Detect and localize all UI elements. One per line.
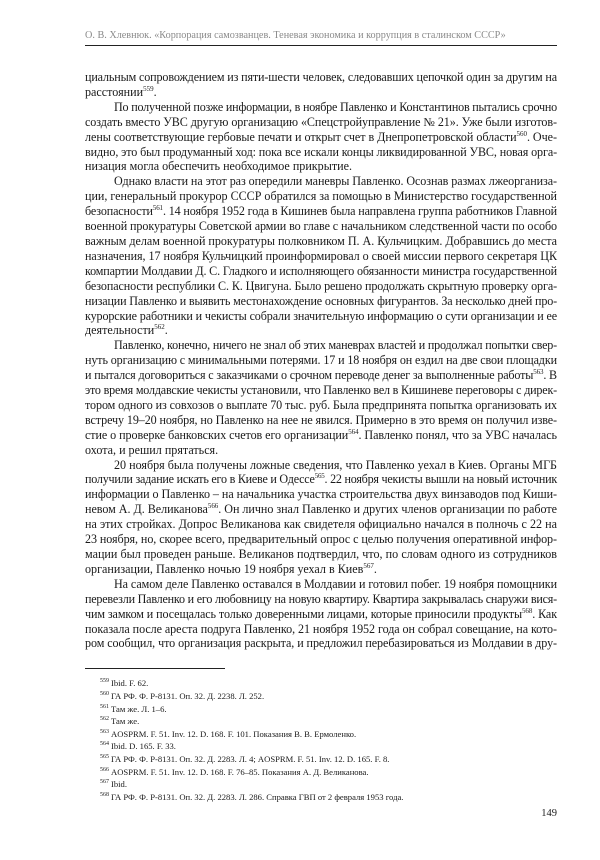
footnote xyxy=(100,715,557,728)
text-line: лены соответствующие гербовые печати и открыт счет в Днепропетровской области$^{560}$. Оче- xyxy=(85,129,557,144)
footnote xyxy=(100,753,557,766)
paragraph xyxy=(85,458,557,577)
page-number: 149 xyxy=(541,808,557,820)
body-text xyxy=(85,70,557,651)
footnote-number: 567 xyxy=(100,779,109,786)
text-line: стие о проверке банковских счетов его организации$^{564}$. Павленко понял, что за УВС началась xyxy=(85,427,557,442)
footnote xyxy=(100,728,557,741)
text-line: ции, генеральный прокурор СССР обратился за помощью в Министерство государственной xyxy=(85,189,558,204)
text-line: низации Павленко и выявить местонахождение основных фигурантов. За несколько дней про- xyxy=(85,293,557,308)
footnote xyxy=(100,677,557,690)
text-line: показала после ареста подруга Павленко, 21 ноября 1952 года он собрал совещание, на кото- xyxy=(85,621,557,636)
footnote xyxy=(100,778,557,791)
text-line: ром сообщил, что организация раскрыта, и предложил перебазироваться из Молдавии в дру- xyxy=(85,636,557,651)
footnote-number: 560 xyxy=(100,691,109,698)
text-line: нуть организацию с минимальными потерями. 17 и 18 ноября он ездил на две свои площадки xyxy=(85,353,557,368)
footnote-ref[interactable]: 563 xyxy=(533,368,544,377)
text-line: встречу 19–20 ноября, но Павленко на нее не явился. Примерно в это время он получил изве- xyxy=(85,412,557,427)
footnote-text: Там же. Л. 1–6. xyxy=(111,703,167,714)
text-line: 20 ноября была получены ложные сведения, что Павленко уехал в Киев. Органы МГБ xyxy=(114,457,557,472)
footnote-ref[interactable]: 567 xyxy=(363,561,374,570)
footnote xyxy=(100,766,557,779)
text-line: создать вместо УВС другую организацию «Спецстройуправление № 21». Уже были изготов- xyxy=(85,114,557,129)
footnote xyxy=(100,791,557,804)
footnote-ref[interactable]: 560 xyxy=(516,129,527,138)
footnotes xyxy=(85,677,557,803)
footnote-text: ГА РФ. Ф. Р-8131. Оп. 32. Д. 2283. Л. 286. Справка ГВП от 2 февраля 1953 года. xyxy=(111,791,404,802)
footnote xyxy=(100,703,557,716)
text-line: тором одного из совхозов о выплате 70 тыс. руб. Была предпринята попытка организовать их xyxy=(85,397,557,412)
header-rule xyxy=(85,45,557,46)
text-line: перевезли Павленко и его любовницу на новую квартиру. Квартира закрывалась снаружи вися- xyxy=(85,591,557,606)
footnote-text: Ibid. D. 165. F. 33. xyxy=(111,741,176,752)
paragraph xyxy=(85,338,557,457)
text-line: на этих стройках. Допрос Великанова как свидетеля официально начался в полночь с 22 на xyxy=(85,517,558,532)
paragraph xyxy=(85,70,557,100)
footnote-text: Ibid. F. 62. xyxy=(111,678,149,689)
text-line: невом А. Д. Великанова$^{566}$. Он лично знал Павленко и других членов организации по работе xyxy=(85,502,557,517)
text-line: мации был проведен раньше. Великанов подтвердил, что, по словам одного из сотрудников xyxy=(85,547,557,561)
text-line: Павленко, конечно, ничего не знал об этих маневрах властей и продолжал попытки свер- xyxy=(114,338,557,353)
text-line: По полученной позже информации, в ноябре Павленко и Константинов пытались срочно xyxy=(114,99,557,114)
text-line: информации о Павленко – на начальника участка строительства двух винзаводов под Киши- xyxy=(85,487,557,502)
footnote-number: 562 xyxy=(100,716,109,723)
text-line: низация могла обеспечить необходимое прикрытие. xyxy=(85,159,353,174)
footnote-number: 566 xyxy=(100,766,109,773)
footnote-ref[interactable]: 564 xyxy=(348,427,359,436)
footnote-separator xyxy=(85,668,225,669)
text-line: это время молдавские чекисты установили, что Павленко вел в Кишиневе переговоры с дирек- xyxy=(85,383,557,398)
footnote xyxy=(100,740,557,753)
text-line: охота, и решил прятаться. xyxy=(85,442,219,457)
footnote-text: AOSPRM. F. 51. Inv. 12. D. 168. F. 76–85. Показания А. Д. Великанова. xyxy=(111,766,369,777)
footnote-ref[interactable]: 559 xyxy=(143,84,154,93)
paragraph xyxy=(85,577,557,652)
footnote-number: 563 xyxy=(100,728,109,735)
footnote xyxy=(100,690,557,703)
text-line: безопасности$^{561}$. 14 ноября 1952 года в Кишинев была направлена группа работников Главной xyxy=(85,204,557,219)
footnote-ref[interactable]: 565 xyxy=(314,472,325,481)
text-line: деятельности$^{562}$. xyxy=(85,323,168,338)
text-line: расстоянии$^{559}$. xyxy=(85,84,157,99)
footnote-text: ГА РФ. Ф. Р-8131. Оп. 32. Д. 2283. Л. 4; AOSPRM. F. 51. Inv. 12. D. 165. F. 8. xyxy=(111,753,390,764)
footnote-text: Ibid. xyxy=(111,779,127,790)
text-line: На самом деле Павленко оставался в Молдавии и готовил побег. 19 ноября помощники xyxy=(114,576,557,591)
text-line: получили задание искать его в Киеве и Одессе$^{565}$. 22 ноября чекисты вышли на новый источник xyxy=(85,472,557,487)
footnote-ref[interactable]: 568 xyxy=(522,606,533,615)
text-line: 23 ноября, но, скорее всего, предварительный опрос с целью получения оперативной инфор- xyxy=(85,532,557,547)
text-line: видно, это был продуманный ход: пока все искали концы ликвидированной УВС, новая орга- xyxy=(85,144,557,159)
text-line: циальным сопровождением из пяти-шести человек, следовавших цепочкой один за другим на xyxy=(85,70,557,84)
text-line: безопасности республики С. К. Цвигуна. Было решено продолжать скрытную проверку орга- xyxy=(85,278,557,293)
paragraph xyxy=(85,174,557,338)
footnote-number: 561 xyxy=(100,703,109,710)
text-line: курорские работники и чекисты собрали значительную информацию о сути организации и ее xyxy=(85,308,557,323)
text-line: компартии Молдавии Д. С. Гладкого и исполняющего обязанности министра государственной xyxy=(85,263,557,278)
footnote-number: 559 xyxy=(100,678,109,685)
footnote-text: ГА РФ. Ф. Р-8131. Оп. 32. Д. 2238. Л. 252. xyxy=(111,690,265,701)
footnote-ref[interactable]: 566 xyxy=(207,502,219,511)
footnote-ref[interactable]: 561 xyxy=(152,204,163,213)
footnote-number: 565 xyxy=(100,754,109,761)
text-line: и пытался договориться с заказчиками о срочном переводе денег за выполненные работы$^{563}$. В xyxy=(85,368,557,383)
text-line: назначения, 17 ноября Кульчицкий проинформировал о своей миссии первого секретаря ЦК xyxy=(85,248,557,263)
text-line: организации, Павленко ночью 19 ноября уехал в Киев$^{567}$. xyxy=(85,561,377,576)
running-header: О. В. Хлевнюк. «Корпорация самозванцев. Теневая экономика и коррупция в сталинском СССР» xyxy=(85,30,506,41)
text-line: военной прокуратуры Советской армии во главе с начальником следственной части по особо xyxy=(85,219,557,234)
footnote-text: AOSPRM. F. 51. Inv. 12. D. 168. F. 101. Показания В. В. Ермоленко. xyxy=(111,728,357,739)
paragraph xyxy=(85,100,557,175)
footnote-number: 564 xyxy=(100,741,109,748)
text-line: Однако власти на этот раз опередили маневры Павленко. Осознав размах лжеорганиза- xyxy=(114,174,557,189)
footnote-ref[interactable]: 562 xyxy=(154,323,165,332)
text-line: важным делам военной прокуратуры полковником П. А. Кульчицким. Добравшись до места xyxy=(85,233,557,248)
text-line: чим замком и посещалась только доверенными лицами, которые приносили продукты$^{568}$. Как xyxy=(85,606,557,621)
footnote-number: 568 xyxy=(100,791,109,798)
footnote-text: Там же. xyxy=(111,716,140,727)
